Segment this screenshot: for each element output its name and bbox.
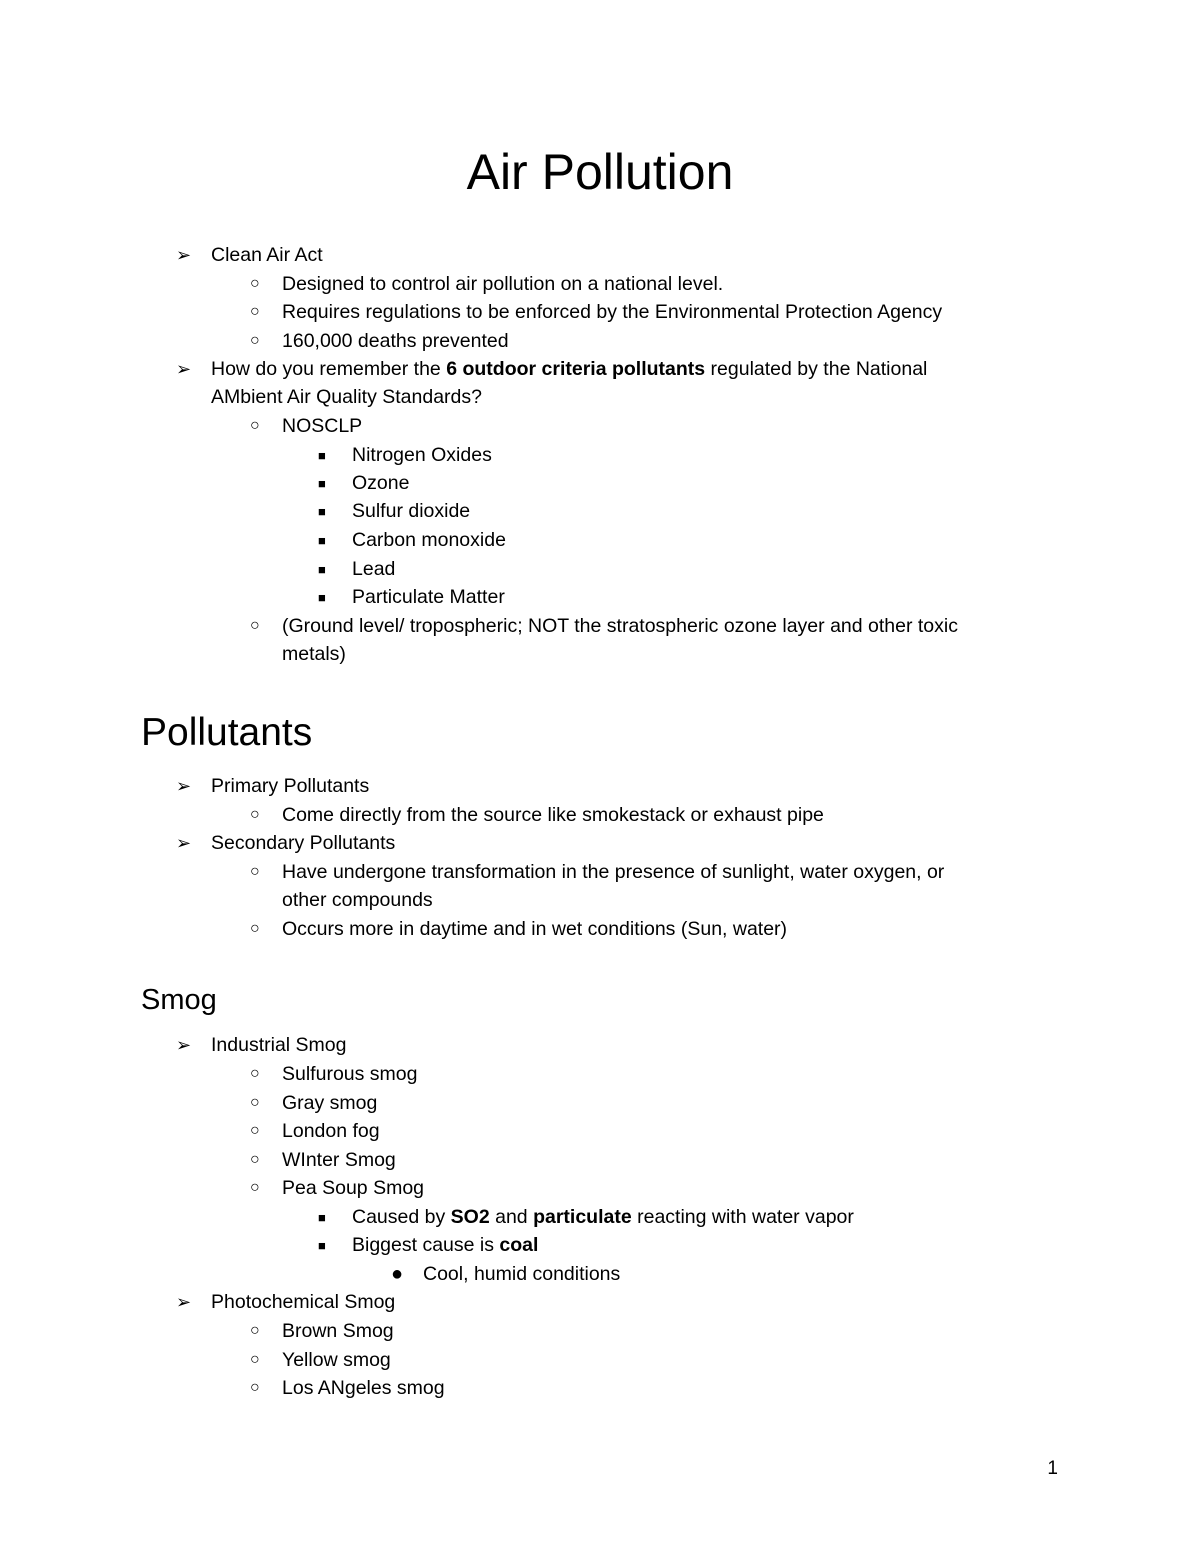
list-item: ➢ Primary Pollutants (211, 772, 369, 801)
list-item: ■ Nitrogen Oxides (352, 441, 492, 470)
bold-phrase: particulate (533, 1206, 632, 1228)
bold-phrase: coal (499, 1234, 539, 1256)
list-item: ○ NOSCLP (282, 412, 362, 441)
list-item: ■ Ozone (352, 469, 409, 498)
circle-bullet-icon: ○ (250, 1179, 260, 1196)
list-item: ○ 160,000 deaths prevented (282, 327, 509, 356)
circle-bullet-icon: ○ (250, 920, 260, 937)
list-item: ■ Caused by SO2 and particulate reacting with water vapor (352, 1203, 854, 1232)
list-item: ○ London fog (282, 1117, 380, 1146)
list-item: ➢ Photochemical Smog (211, 1288, 395, 1317)
list-item: ○ Gray smog (282, 1089, 377, 1118)
list-item: ○ Come directly from the source like smokestack or exhaust pipe (282, 801, 824, 830)
list-item: ○ Yellow smog (282, 1346, 391, 1375)
bold-phrase: 6 outdoor criteria pollutants (446, 358, 706, 380)
square-bullet-icon: ■ (318, 562, 326, 577)
square-bullet-icon: ■ (318, 476, 326, 491)
list-item-continuation: AMbient Air Quality Standards? (211, 386, 482, 408)
circle-bullet-icon: ○ (250, 617, 260, 634)
list-item: ○ Have undergone transformation in the presence of sunlight, water oxygen, or (282, 858, 944, 887)
circle-bullet-icon: ○ (250, 1351, 260, 1368)
list-item: ■ Biggest cause is coal (352, 1231, 538, 1260)
list-item-continuation: metals) (282, 643, 346, 665)
square-bullet-icon: ■ (318, 448, 326, 463)
list-item: ■ Particulate Matter (352, 583, 505, 612)
circle-bullet-icon: ○ (250, 303, 260, 320)
square-bullet-icon: ■ (318, 1238, 326, 1253)
pollutants-heading: Pollutants (141, 711, 313, 754)
circle-bullet-icon: ○ (250, 275, 260, 292)
list-item: ➢ How do you remember the 6 outdoor criteria pollutants regulated by the National (211, 355, 927, 384)
list-item: ○ WInter Smog (282, 1146, 396, 1175)
arrow-bullet-icon: ➢ (176, 359, 192, 379)
page-number: 1 (1047, 1458, 1058, 1479)
circle-bullet-icon: ○ (250, 1151, 260, 1168)
list-item: ○ Requires regulations to be enforced by the Environmental Protection Agency (282, 298, 942, 327)
dot-bullet-icon: ● (391, 1263, 404, 1285)
arrow-bullet-icon: ➢ (176, 1292, 192, 1312)
list-item: ○ Pea Soup Smog (282, 1174, 424, 1203)
circle-bullet-icon: ○ (250, 806, 260, 823)
bold-phrase: SO2 (450, 1206, 490, 1228)
list-item: ○ Sulfurous smog (282, 1060, 417, 1089)
square-bullet-icon: ■ (318, 504, 326, 519)
list-item: ➢ Industrial Smog (211, 1031, 346, 1060)
list-item-continuation: other compounds (282, 889, 433, 911)
arrow-bullet-icon: ➢ (176, 1035, 192, 1055)
smog-heading: Smog (141, 984, 217, 1016)
circle-bullet-icon: ○ (250, 1322, 260, 1339)
square-bullet-icon: ■ (318, 590, 326, 605)
list-item: ■ Lead (352, 555, 395, 584)
circle-bullet-icon: ○ (250, 1094, 260, 1111)
circle-bullet-icon: ○ (250, 1065, 260, 1082)
square-bullet-icon: ■ (318, 533, 326, 548)
circle-bullet-icon: ○ (250, 863, 260, 880)
list-item: ● Cool, humid conditions (423, 1260, 620, 1289)
arrow-bullet-icon: ➢ (176, 776, 192, 796)
circle-bullet-icon: ○ (250, 1122, 260, 1139)
list-item: ○ Designed to control air pollution on a national level. (282, 270, 723, 299)
list-item: ➢ Secondary Pollutants (211, 829, 395, 858)
list-item: ■ Sulfur dioxide (352, 497, 470, 526)
arrow-bullet-icon: ➢ (176, 833, 192, 853)
square-bullet-icon: ■ (318, 1210, 326, 1225)
arrow-bullet-icon: ➢ (176, 245, 192, 265)
circle-bullet-icon: ○ (250, 417, 260, 434)
list-item: ■ Carbon monoxide (352, 526, 506, 555)
circle-bullet-icon: ○ (250, 1379, 260, 1396)
circle-bullet-icon: ○ (250, 332, 260, 349)
list-item: ○ Brown Smog (282, 1317, 394, 1346)
list-item: ➢ Clean Air Act (211, 241, 323, 270)
list-item: ○ (Ground level/ tropospheric; NOT the stratospheric ozone layer and other toxic (282, 612, 958, 641)
list-item: ○ Occurs more in daytime and in wet conditions (Sun, water) (282, 915, 787, 944)
list-item: ○ Los ANgeles smog (282, 1374, 445, 1403)
page-title: Air Pollution (466, 144, 734, 200)
